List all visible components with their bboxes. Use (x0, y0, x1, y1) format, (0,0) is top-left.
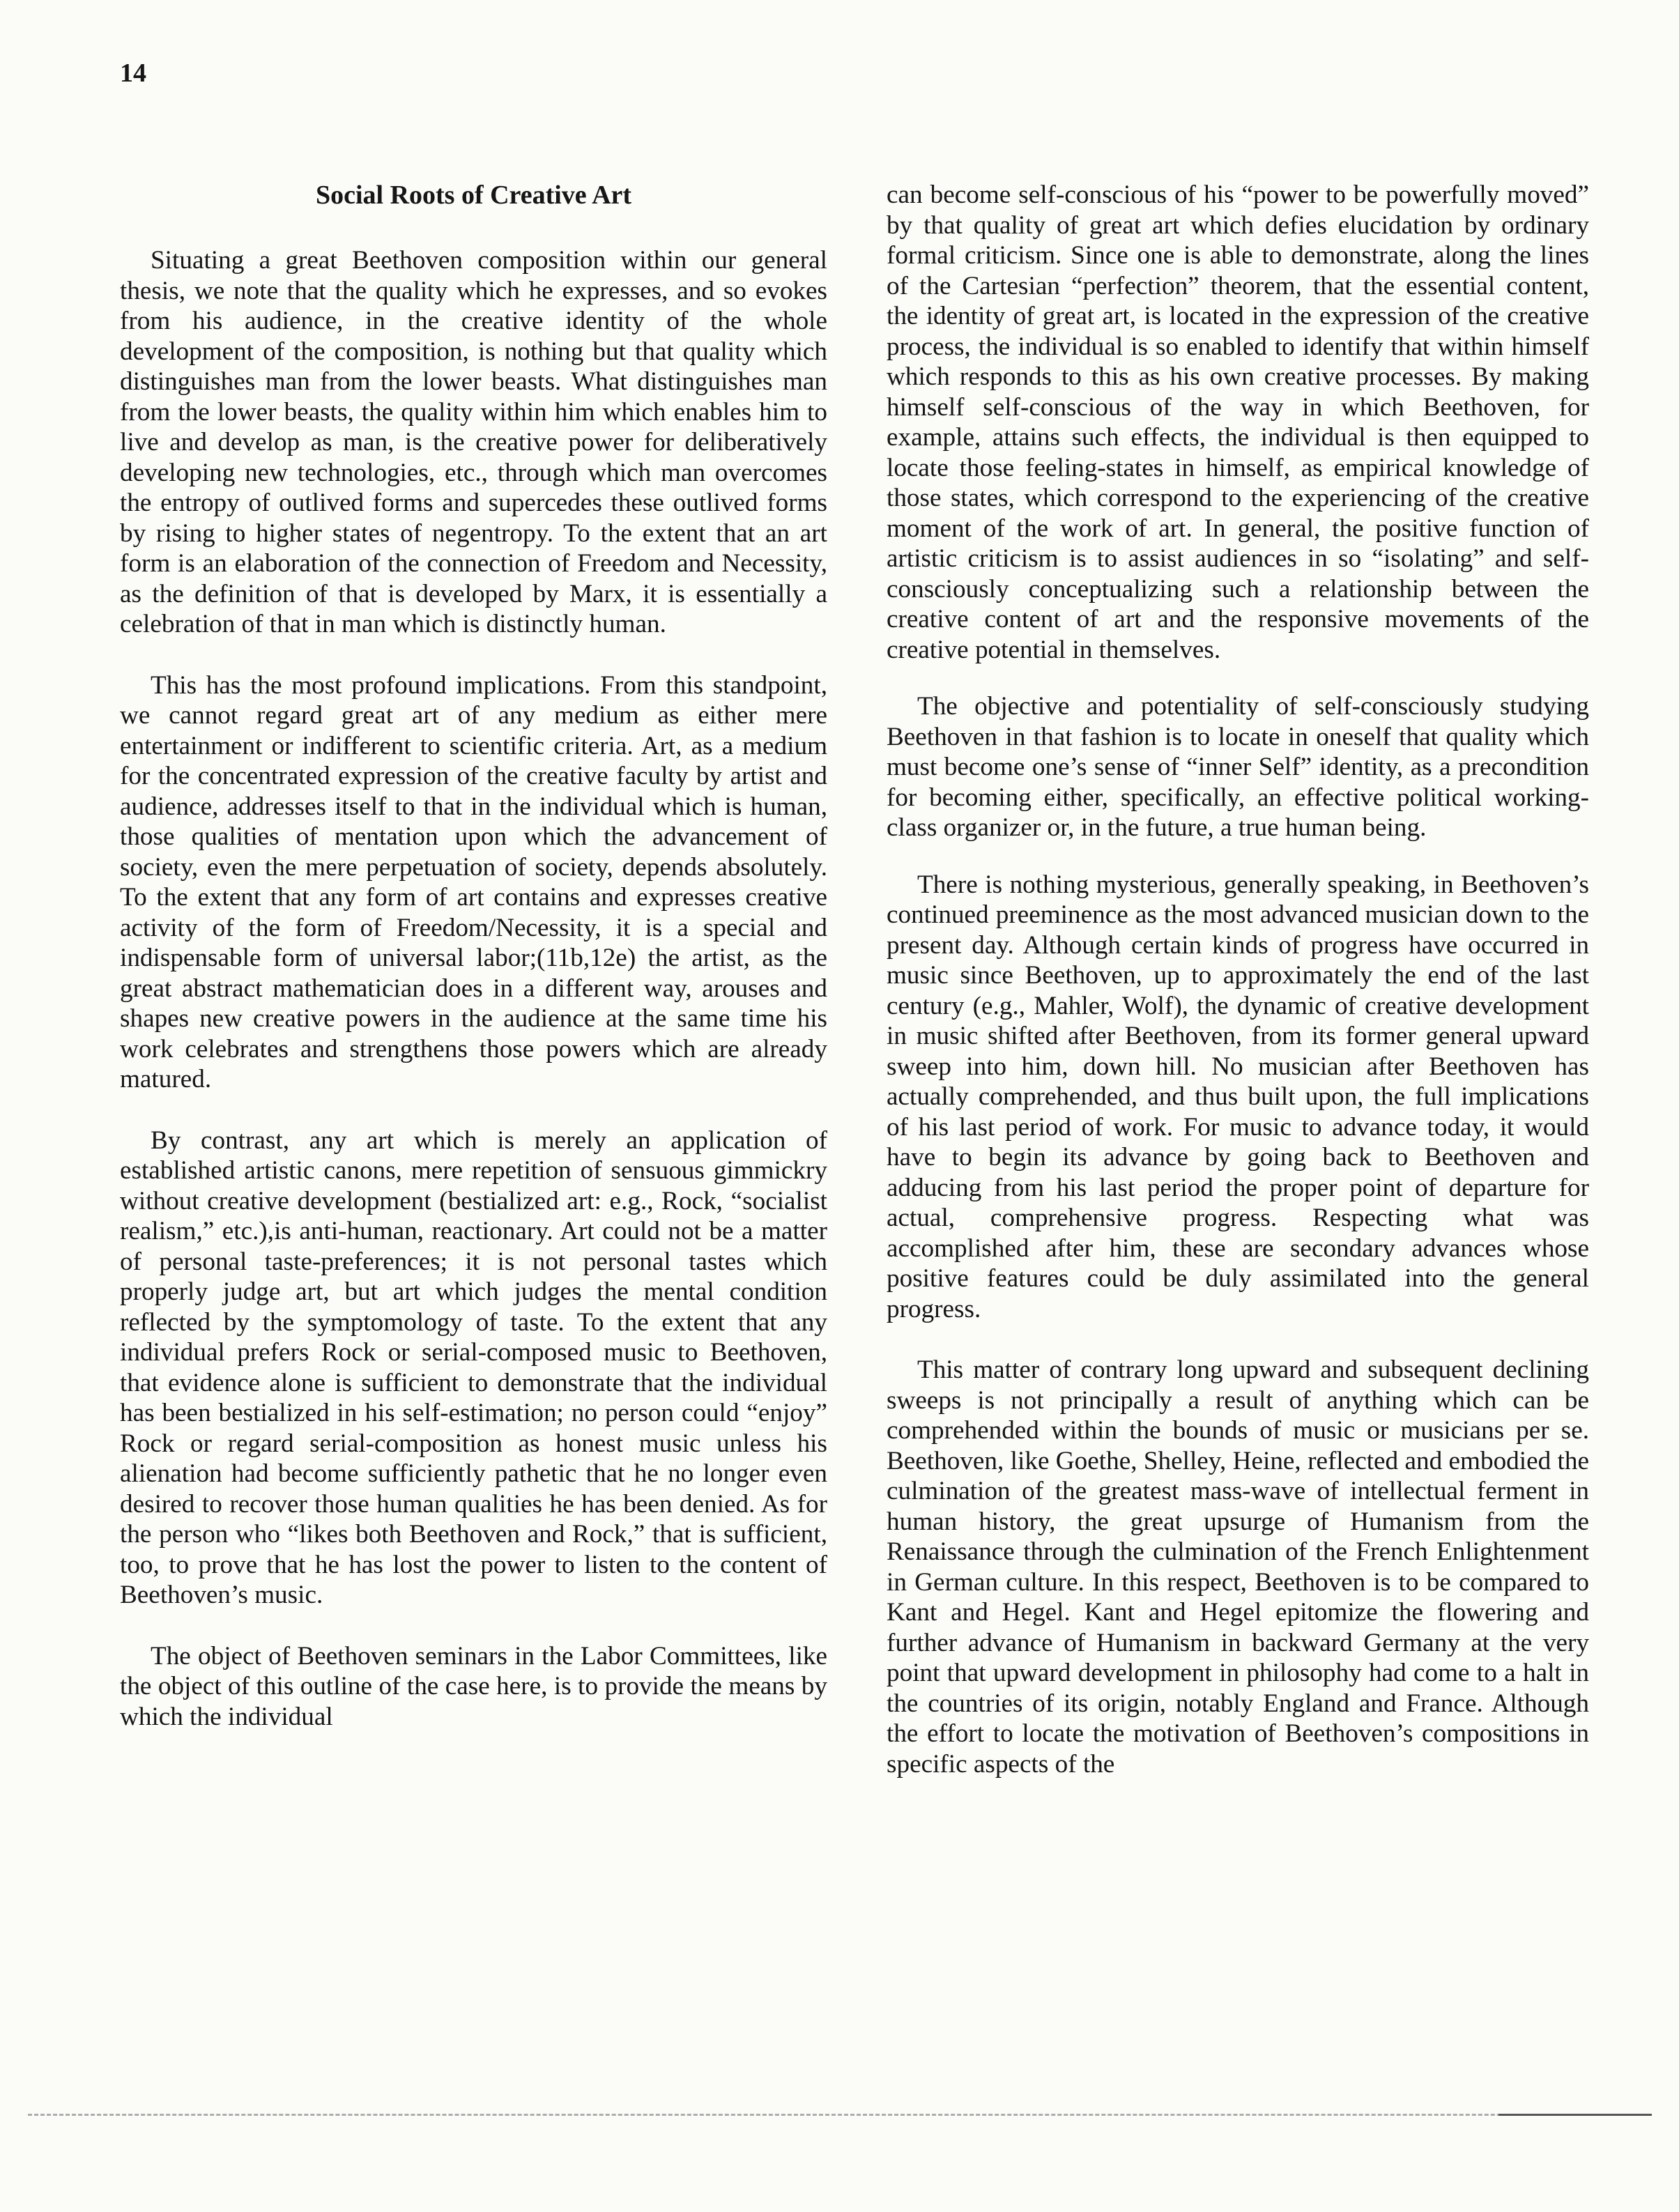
page-number: 14 (120, 59, 146, 88)
left-column (120, 180, 827, 1762)
footer-rule (28, 2114, 1652, 2116)
section-heading: Social Roots of Creative Art (315, 181, 632, 210)
paragraph: The object of Beethoven seminars in the Labor Committees, like the object of this outline of the case here, is to provide the means by which the individual (120, 1641, 827, 1731)
paragraph: Situating a great Beethoven composition within our general thesis, we note that the quality which he expresses, and so evokes from his audience, in the creative identity of the whole development of the composition, is nothing but that quality which distinguishes man from the lower beasts. What distinguishes man from the lower beasts, the quality within him which enables him to live and develop as man, is the creative power for deliberatively developing new technologies, etc., through which man overcomes the entropy of outlived forms and supercedes these outlived forms by rising to higher states of negentropy. To the extent that an art form is an elaboration of the connection of Freedom and Necessity, as the definition of that is developed by Marx, it is essentially a celebration of that in man which is distinctly human. (120, 246, 827, 638)
paragraph: By contrast, any art which is merely an application of established artistic canons, mere repetition of sensuous gimmickry without creative development (bestialized art: e.g., Rock, “socialist realism,” etc.),is anti-human, reactionary. Art could not be a matter of personal taste-preferences; it is not personal tastes which properly judge art, but art which judges the mental condition reflected by the symptomology of taste. To the extent that any individual prefers Rock or serial-composed music to Beethoven, that evidence alone is sufficient to demonstrate that the individual has been bestialized in his self-estimation; no person could “enjoy” Rock or regard serial-composition as honest music unless his alienation had become sufficiently pathetic that he no longer even desired to recover those human qualities he has been denied. As for the person who “likes both Beethoven and Rock,” that is sufficient, too, to prove that he has lost the power to listen to the content of Beethoven’s music. (120, 1126, 827, 1609)
paragraph: This matter of contrary long upward and subsequent declining sweeps is not principally a result of anything which can be comprehended within the bounds of music or musicians per se. Beethoven, like Goethe, Shelley, Heine, reflected and embodied the culmination of the greatest mass-wave of intellectual ferment in human history, the great upsurge of Humanism from the Renaissance through the culmination of the French Enlightenment in German culture. In this respect, Beethoven is to be compared to Kant and Hegel. Kant and Hegel epitomize the flowering and further advance of Humanism in backward Germany at the very point that upward development in philosophy had come to a halt in the countries of its origin, notably England and France. Although the effort to locate the motivation of Beethoven’s compositions in specific aspects of the (887, 1355, 1589, 1779)
footer-rule-right (1498, 2114, 1652, 2116)
paragraph: There is nothing mysterious, generally speaking, in Beethoven’s continued preeminence as the most advanced musician down to the present day. Although certain kinds of progress have occurred in music since Beethoven, up to approximately the end of the last century (e.g., Mahler, Wolf), the dynamic of creative development in music shifted after Beethoven, from its former general upward sweep into him, down hill. No musician after Beethoven has actually comprehended, and thus built upon, the full implications of his last period of work. For music to advance today, it would have to begin its advance by going back to Beethoven and adducing from his last period the proper point of departure for actual, comprehensive progress. Respecting what was accomplished after him, these are secondary advances whose positive features could be duly assimilated into the general progress. (887, 870, 1589, 1323)
paragraph: The objective and potentiality of self-consciously studying Beethoven in that fashion is to locate in oneself that quality which must become one’s sense of “inner Self” identity, as a precondition for becoming either, specifically, an effective political working-class organizer or, in the future, a true human being. (887, 692, 1589, 842)
right-column (887, 180, 1589, 1810)
paragraph: This has the most profound implications. From this standpoint, we cannot regard great art of any medium as either mere entertainment or indifferent to scientific criteria. Art, as a medium for the concentrated expression of the creative faculty by artist and audience, addresses itself to that in the individual which is human, those qualities of mentation upon which the advancement of society, even the mere perpetuation of society, depends absolutely. To the extent that any form of art contains and expresses creative activity of the form of Freedom/Necessity, it is a special and indispensable form of universal labor;(11b,12e) the artist, as the great abstract mathematician does in a different way, arouses and shapes new creative powers in the audience at the same time his work celebrates and strengthens those powers which are already matured. (120, 670, 827, 1093)
paragraph: can become self-conscious of his “power to be powerfully moved” by that quality of great art which defies elucidation by ordinary formal criticism. Since one is able to demonstrate, along the lines of the Cartesian “perfection” theorem, that the essential content, the identity of great art, is located in the expression of the creative process, the individual is so enabled to identify that within himself which responds to this as his own creative processes. By making himself self-conscious of the way in which Beethoven, for example, attains such effects, the individual is then equipped to locate those feeling-states in himself, as empirical knowledge of those states, which correspond to the experiencing of the creative moment of the work of art. In general, the positive function of artistic criticism is to assist audiences in so “isolating” and self-consciously conceptualizing such a relationship between the creative content of art and the responsive movements of the creative potential in themselves. (887, 181, 1589, 664)
